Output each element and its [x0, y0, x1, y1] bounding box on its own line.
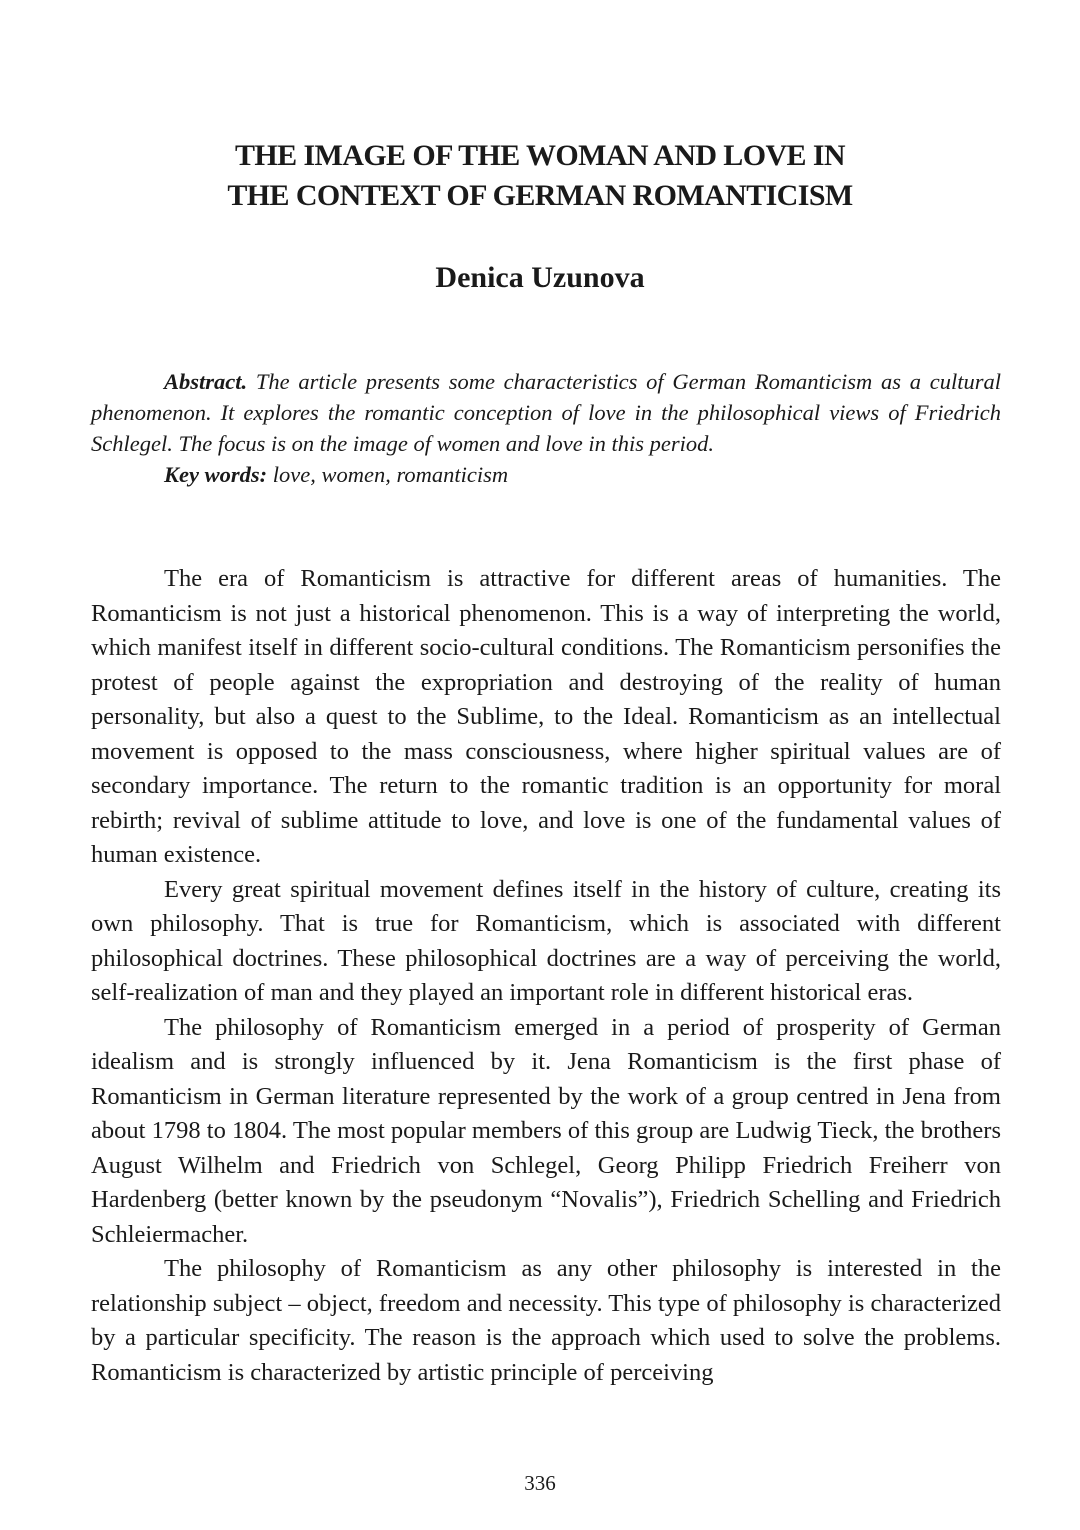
abstract-paragraph — [91, 366, 1001, 459]
keywords-label: Key words: — [164, 462, 268, 487]
keywords-text: love, women, romanticism — [267, 462, 509, 487]
author-name: Denica Uzunova — [435, 261, 645, 294]
body-paragraph: Every great spiritual movement defines itself in the history of culture, creating its own philosophy. That is true for Romanticism, which is associated with different philosophical doctrines. These philosophical doctrines are a way of perceiving the world, self-realization of man and they played an important role in different historical eras. — [91, 875, 1001, 1006]
page-number: 336 — [524, 1471, 556, 1495]
article-title-line-1: THE IMAGE OF THE WOMAN AND LOVE IN — [235, 139, 845, 172]
abstract-block — [91, 366, 1001, 490]
keywords-paragraph — [91, 459, 1001, 490]
abstract-text: The article presents some characteristics of German Romanticism as a cultural phenomenon. It explores the romantic conception of love in the philosophical views of Friedrich Schlegel. The focus is on the image of women and love in this period. — [91, 369, 1001, 456]
article-title-line-2: THE CONTEXT OF GERMAN ROMANTICISM — [227, 179, 853, 212]
article-title — [0, 136, 1080, 216]
abstract-label: Abstract. — [164, 369, 248, 394]
article-body — [91, 562, 1001, 1390]
body-paragraph: The philosophy of Romanticism as any other philosophy is interested in the relationship subject – object, freedom and necessity. This type of philosophy is characterized by a particular specificity. The reason is the approach which used to solve the problems. Romanticism is characterized by artistic principle of perceiving — [91, 1255, 1001, 1386]
body-paragraph: The philosophy of Romanticism emerged in a period of prosperity of German idealism and is strongly influenced by it. Jena Romanticism is the first phase of Romanticism in German literature represented by the work of a group centred in Jena from about 1798 to 1804. The most popular members of this group are Ludwig Tieck, the brothers August Wilhelm and Friedrich von Schlegel, Georg Philipp Friedrich Freiherr von Hardenberg (better known by the pseudonym “Novalis”), Friedrich Schelling and Friedrich Schleiermacher. — [91, 1013, 1001, 1248]
body-paragraph: The era of Romanticism is attractive for different areas of humanities. The Romanticism is not just a historical phenomenon. This is a way of interpreting the world, which manifest itself in different socio-cultural conditions. The Romanticism personifies the protest of people against the expropriation and destroying of the reality of human personality, but also a quest to the Sublime, to the Ideal. Romanticism as an intellectual movement is opposed to the mass consciousness, where higher spiritual values are of secondary importance. The return to the romantic tradition is an opportunity for moral rebirth; revival of sublime attitude to love, and love is one of the fundamental values of human existence. — [91, 565, 1001, 868]
